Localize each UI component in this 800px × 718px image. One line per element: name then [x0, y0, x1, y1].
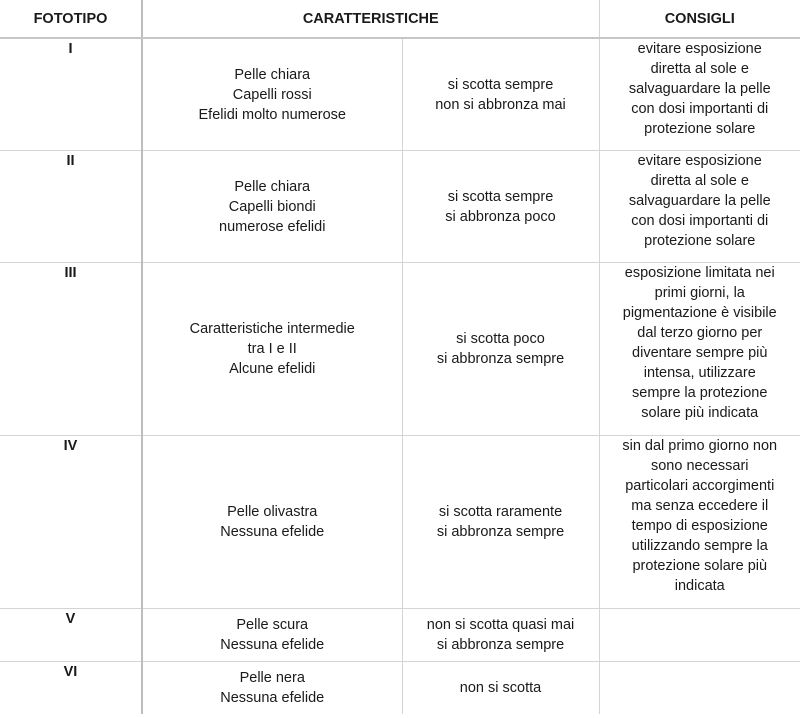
consigli-cell-line: salvaguardare la pelle: [628, 193, 771, 209]
consigli-cell-line: diretta al sole e: [650, 173, 749, 189]
table-row: [0, 263, 800, 436]
consigli-cell-line: diretta al sole e: [650, 61, 749, 77]
consigli-cell-line: protezione solare più: [632, 558, 768, 574]
header-caratteristiche: CARATTERISTICHE: [142, 0, 599, 38]
consigli-cell-line: evitare esposizione: [637, 41, 762, 57]
consigli-cell-line: con dosi importanti di: [631, 213, 769, 229]
aspetto-cell-line: Alcune efelidi: [229, 361, 316, 377]
table-row: [0, 436, 800, 609]
reazione-cell: [402, 38, 599, 151]
aspetto-cell: [142, 662, 402, 715]
header-row: [0, 0, 800, 38]
consigli-cell-line: sempre la protezione: [632, 385, 768, 401]
header-fototipo: FOTOTIPO: [0, 0, 142, 38]
consigli-cell: [599, 38, 800, 151]
table-row: [0, 662, 800, 715]
table-row: [0, 609, 800, 662]
reazione-cell-line: si scotta sempre: [447, 188, 554, 205]
aspetto-cell-line: Pelle scura: [236, 617, 309, 633]
reazione-cell-line: si abbronza sempre: [436, 351, 565, 367]
reazione-cell-line: non si abbronza mai: [435, 96, 566, 113]
consigli-cell-line: particolari accorgimenti: [625, 478, 775, 494]
aspetto-cell: [142, 38, 402, 151]
consigli-cell-line: intensa, utilizzare: [643, 365, 756, 381]
aspetto-cell-line: Efelidi molto numerose: [198, 106, 346, 123]
consigli-cell: [599, 609, 800, 662]
aspetto-cell-line: Nessuna efelide: [220, 637, 325, 653]
reazione-cell-line: si abbronza sempre: [436, 524, 565, 540]
reazione-cell: [402, 436, 599, 609]
consigli-cell-line: solare più indicata: [641, 405, 759, 421]
fototipo-cell: III: [0, 263, 142, 436]
aspetto-cell-line: Nessuna efelide: [220, 524, 325, 540]
fototipo-cell: II: [0, 151, 142, 263]
aspetto-cell-line: Caratteristiche intermedie: [189, 321, 355, 337]
header-consigli: CONSIGLI: [599, 0, 800, 38]
fototipo-cell: I: [0, 38, 142, 151]
reazione-cell-line: non si scotta quasi mai: [426, 617, 575, 633]
reazione-cell-line: si abbronza poco: [445, 208, 556, 225]
aspetto-cell-line: Pelle chiara: [234, 66, 311, 83]
fototipo-cell: VI: [0, 662, 142, 715]
consigli-cell: [599, 662, 800, 715]
consigli-cell-line: salvaguardare la pelle: [628, 81, 771, 97]
aspetto-cell-line: Capelli rossi: [232, 86, 312, 103]
reazione-cell-line: si scotta sempre: [447, 76, 554, 93]
consigli-cell-line: utilizzando sempre la: [631, 538, 768, 554]
aspetto-cell-line: Pelle nera: [239, 670, 305, 686]
reazione-cell-line: si scotta raramente: [438, 504, 563, 520]
reazione-cell: [402, 662, 599, 715]
consigli-cell-line: diventare sempre più: [632, 345, 768, 361]
consigli-cell-line: esposizione limitata nei: [624, 265, 775, 281]
consigli-cell-line: tempo di esposizione: [631, 518, 768, 534]
aspetto-cell-line: tra I e II: [247, 341, 297, 357]
table-row: [0, 151, 800, 263]
reazione-cell-line: non si scotta: [459, 680, 542, 696]
aspetto-cell: [142, 436, 402, 609]
consigli-cell-line: ma senza eccedere il: [631, 498, 769, 514]
aspetto-cell: [142, 609, 402, 662]
aspetto-cell-line: numerose efelidi: [219, 218, 326, 235]
consigli-cell: [599, 151, 800, 263]
consigli-cell-line: protezione solare: [644, 233, 756, 249]
aspetto-cell: [142, 151, 402, 263]
consigli-cell: [599, 263, 800, 436]
fototipo-cell: V: [0, 609, 142, 662]
aspetto-cell-line: Pelle chiara: [234, 178, 311, 195]
consigli-cell-line: primi giorni, la: [654, 285, 745, 301]
consigli-cell-line: sin dal primo giorno non: [622, 438, 778, 454]
fototipo-cell: IV: [0, 436, 142, 609]
consigli-cell-line: indicata: [674, 578, 725, 594]
consigli-cell: [599, 436, 800, 609]
aspetto-cell-line: Pelle olivastra: [227, 504, 318, 520]
reazione-cell: [402, 263, 599, 436]
consigli-cell-line: dal terzo giorno per: [637, 325, 763, 341]
aspetto-cell-line: Nessuna efelide: [220, 690, 325, 706]
consigli-cell-line: protezione solare: [644, 121, 756, 137]
consigli-cell-line: evitare esposizione: [637, 153, 762, 169]
table-row: [0, 38, 800, 151]
reazione-cell-line: si abbronza sempre: [436, 637, 565, 653]
reazione-cell: [402, 609, 599, 662]
consigli-cell-line: con dosi importanti di: [631, 101, 769, 117]
aspetto-cell-line: Capelli biondi: [228, 198, 316, 215]
aspetto-cell: [142, 263, 402, 436]
reazione-cell: [402, 151, 599, 263]
reazione-cell-line: si scotta poco: [456, 331, 545, 347]
consigli-cell-line: pigmentazione è visibile: [622, 305, 777, 321]
table-body: [0, 38, 800, 714]
consigli-cell-line: sono necessari: [650, 458, 749, 474]
